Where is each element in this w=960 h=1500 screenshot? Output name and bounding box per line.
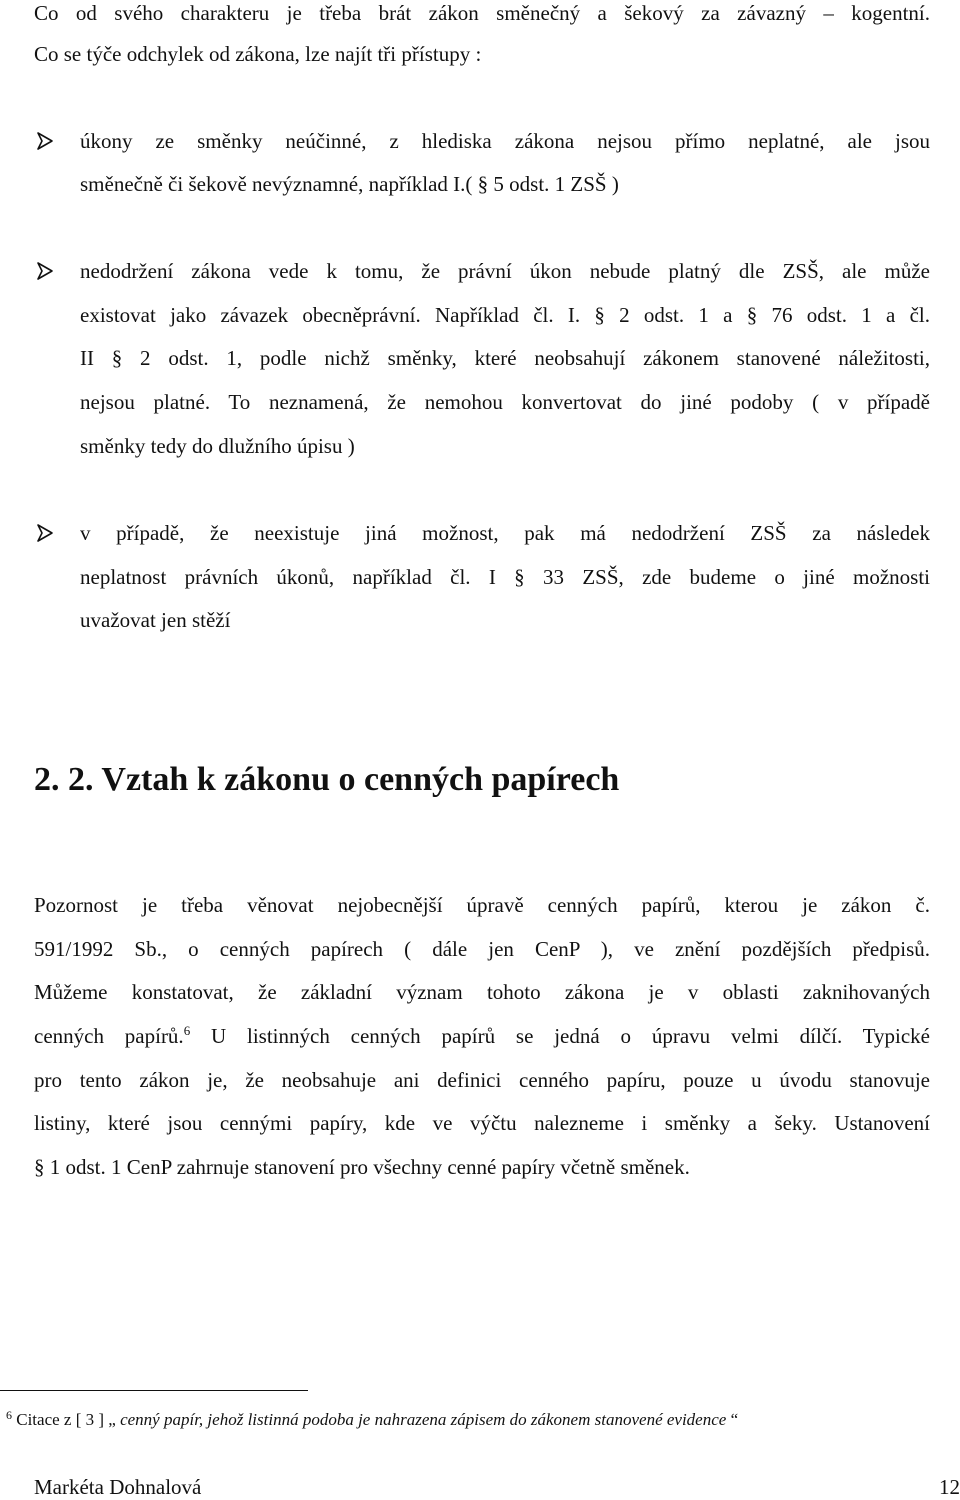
bullet-1-line-2: směnečně či šekově nevýznamné, například I.( § 5 odst. 1 ZSŠ ) — [80, 172, 619, 196]
paragraph-line-6: listiny, které jsou cennými papíry, kde ve výčtu nalezneme i směnky a šeky. Ustanovení — [34, 1111, 930, 1135]
footnote-divider — [0, 1390, 308, 1391]
bullet-2-line-1: nedodržení zákona vede k tomu, že právní úkon nebude platný dle ZSŠ, ale může — [80, 259, 930, 283]
bullet-3-line-3: uvažovat jen stěží — [80, 608, 231, 632]
paragraph-line-4-start: cenných papírů. — [34, 1024, 184, 1048]
paragraph-line-7: § 1 odst. 1 CenP zahrnuje stanovení pro všechny cenné papíry včetně směnek. — [34, 1155, 690, 1179]
bullet-2-line-5: směnky tedy do dlužního úpisu ) — [80, 434, 355, 458]
bullet-2-line-2: existovat jako závazek obecněprávní. Například čl. I. § 2 odst. 1 a § 76 odst. 1 a čl. — [80, 303, 930, 327]
bullet-2-line-4: nejsou platné. To neznamená, že nemohou konvertovat do jiné podoby ( v případě — [80, 390, 930, 414]
paragraph-line-1: Pozornost je třeba věnovat nejobecnější úpravě cenných papírů, kterou je zákon č. — [34, 893, 930, 917]
intro-line-2: Co se týče odchylek od zákona, lze najít tři přístupy : — [34, 42, 482, 66]
paragraph-line-2: 591/1992 Sb., o cenných papírech ( dále jen CenP ), ve znění pozdějších předpisů. — [34, 937, 930, 961]
footnote-quote: cenný papír, jehož listinná podoba je nahrazena zápisem do zákonem stanovené evidence — [115, 1410, 731, 1429]
footnote-reference: 6 — [183, 1023, 191, 1038]
bullet-1-line-1: úkony ze směnky neúčinné, z hlediska zákona nejsou přímo neplatné, ale jsou — [80, 129, 930, 153]
paragraph-line-4 — [34, 1023, 930, 1049]
footnote — [6, 1404, 738, 1431]
intro-line-1: Co od svého charakteru je třeba brát zákon směnečný a šekový za závazný – kogentní. — [34, 1, 930, 25]
arrow-bullet-icon — [34, 520, 60, 546]
bullet-3-line-1: v případě, že neexistuje jiná možnost, pak má nedodržení ZSŠ za následek — [80, 521, 930, 545]
bullet-3-line-2: neplatnost právních úkonů, například čl. I § 33 ZSŠ, zde budeme o jiné možnosti — [80, 565, 930, 589]
arrow-bullet-icon — [34, 258, 60, 284]
arrow-bullet-icon — [34, 128, 60, 154]
footer-page-number: 12 — [939, 1475, 960, 1499]
paragraph-line-5: pro tento zákon je, že neobsahuje ani definici cenného papíru, pouze u úvodu stanovuje — [34, 1068, 930, 1092]
section-heading: 2. 2. Vztah k zákonu o cenných papírech — [34, 761, 620, 798]
paragraph-line-4-end: U listinných cenných papírů se jedná o úpravu velmi dílčí. Typické — [190, 1024, 930, 1048]
footnote-number: 6 — [6, 1408, 12, 1422]
bullet-2-line-3: II § 2 odst. 1, podle nichž směnky, které neobsahují zákonem stanovené náležitosti, — [80, 346, 930, 370]
paragraph-line-3: Můžeme konstatovat, že základní význam tohoto zákona je v oblasti zaknihovaných — [34, 980, 930, 1004]
footnote-suffix: “ — [730, 1410, 739, 1429]
footnote-prefix: Citace z [ 3 ] „ — [12, 1410, 116, 1429]
footer-author: Markéta Dohnalová — [34, 1475, 202, 1499]
